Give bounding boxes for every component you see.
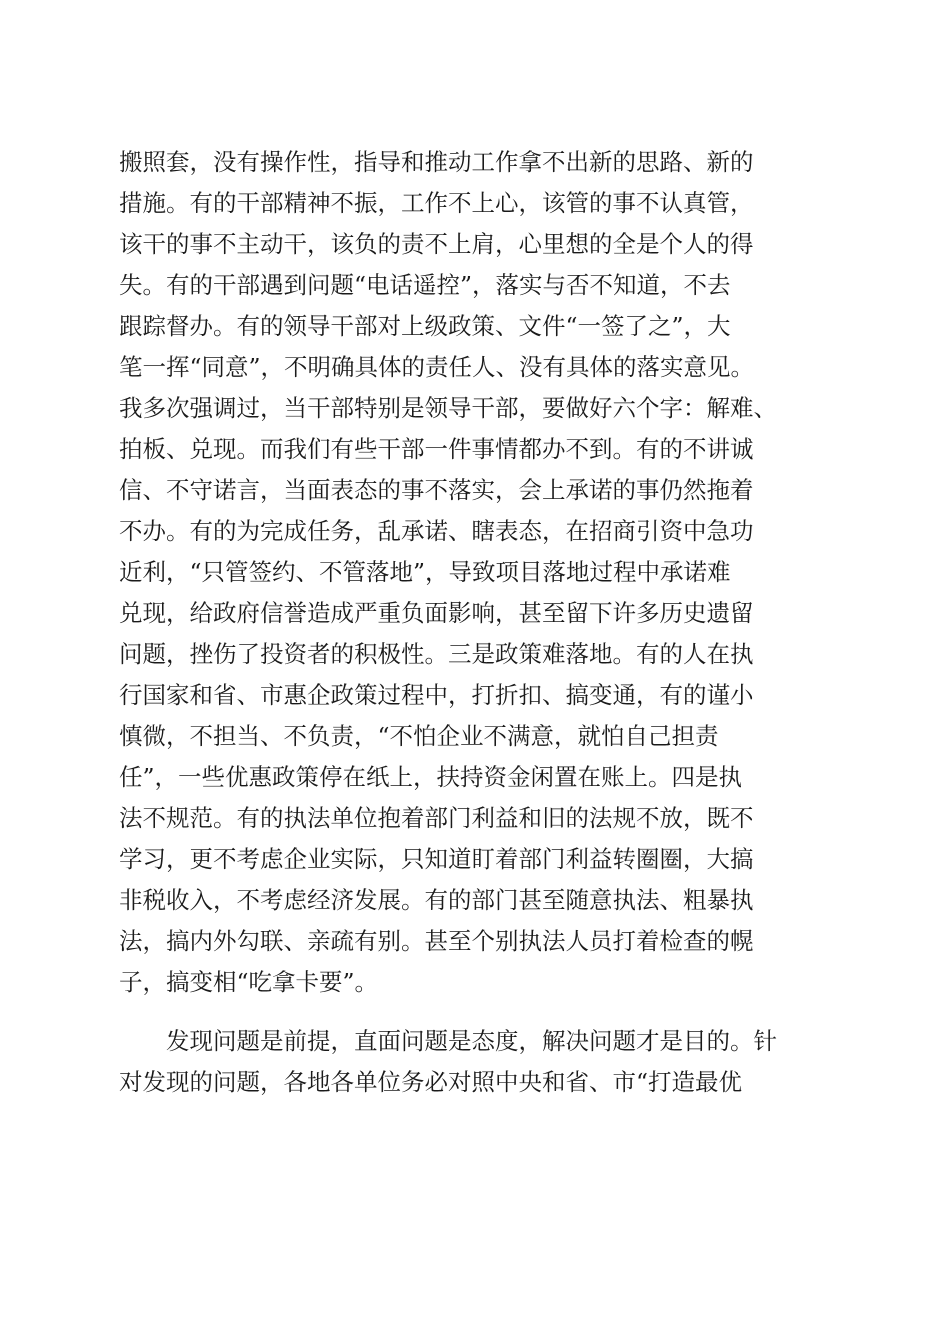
paragraph-2 [119, 1021, 834, 1103]
text-line: 信、不守诺言，当面表态的事不落实，会上承诺的事仍然拖着 [119, 476, 754, 504]
text-line: 对发现的问题，各地各单位务必对照中央和省、市“打造最优 [119, 1068, 743, 1096]
text-line: 慎微，不担当、不负责，“不怕企业不满意，就怕自己担责 [119, 722, 719, 750]
text-line: 不办。有的为完成任务，乱承诺、瞎表态，在招商引资中急功 [119, 517, 754, 545]
text-line: 兑现，给政府信誉造成严重负面影响，甚至留下许多历史遗留 [119, 599, 754, 627]
text-line: 行国家和省、市惠企政策过程中，打折扣、搞变通，有的谨小 [119, 681, 754, 709]
text-line: 搬照套，没有操作性，指导和推动工作拿不出新的思路、新的 [119, 148, 754, 176]
paragraph-1 [119, 142, 834, 1003]
text-line: 跟踪督办。有的领导干部对上级政策、文件“一签了之”，大 [119, 312, 731, 340]
text-line: 我多次强调过，当干部特别是领导干部，要做好六个字：解难、 [119, 394, 777, 422]
text-line: 子，搞变相“吃拿卡要”。 [119, 968, 379, 996]
text-line: 措施。有的干部精神不振，工作不上心，该管的事不认真管， [119, 189, 754, 217]
text-line: 学习，更不考虑企业实际，只知道盯着部门利益转圈圈，大搞 [119, 845, 754, 873]
body-text [119, 142, 834, 1103]
text-line: 任”，一些优惠政策停在纸上，扶持资金闲置在账上。四是执 [119, 763, 743, 791]
text-line: 该干的事不主动干，该负的责不上肩，心里想的全是个人的得 [119, 230, 754, 258]
text-line: 法，搞内外勾联、亲疏有别。甚至个别执法人员打着检查的幌 [119, 927, 754, 955]
text-line: 笔一挥“同意”，不明确具体的责任人、没有具体的落实意见。 [119, 353, 755, 381]
text-line: 近利，“只管签约、不管落地”，导致项目落地过程中承诺难 [119, 558, 731, 586]
text-line: 问题，挫伤了投资者的积极性。三是政策难落地。有的人在执 [119, 640, 754, 668]
text-line: 拍板、兑现。而我们有些干部一件事情都办不到。有的不讲诚 [119, 435, 754, 463]
text-line: 失。有的干部遇到问题“电话遥控”，落实与否不知道，不去 [119, 271, 731, 299]
text-line: 法不规范。有的执法单位抱着部门利益和旧的法规不放，既不 [119, 804, 754, 832]
text-line: 发现问题是前提，直面问题是态度，解决问题才是目的。针 [119, 1027, 777, 1055]
text-line: 非税收入，不考虑经济发展。有的部门甚至随意执法、粗暴执 [119, 886, 754, 914]
